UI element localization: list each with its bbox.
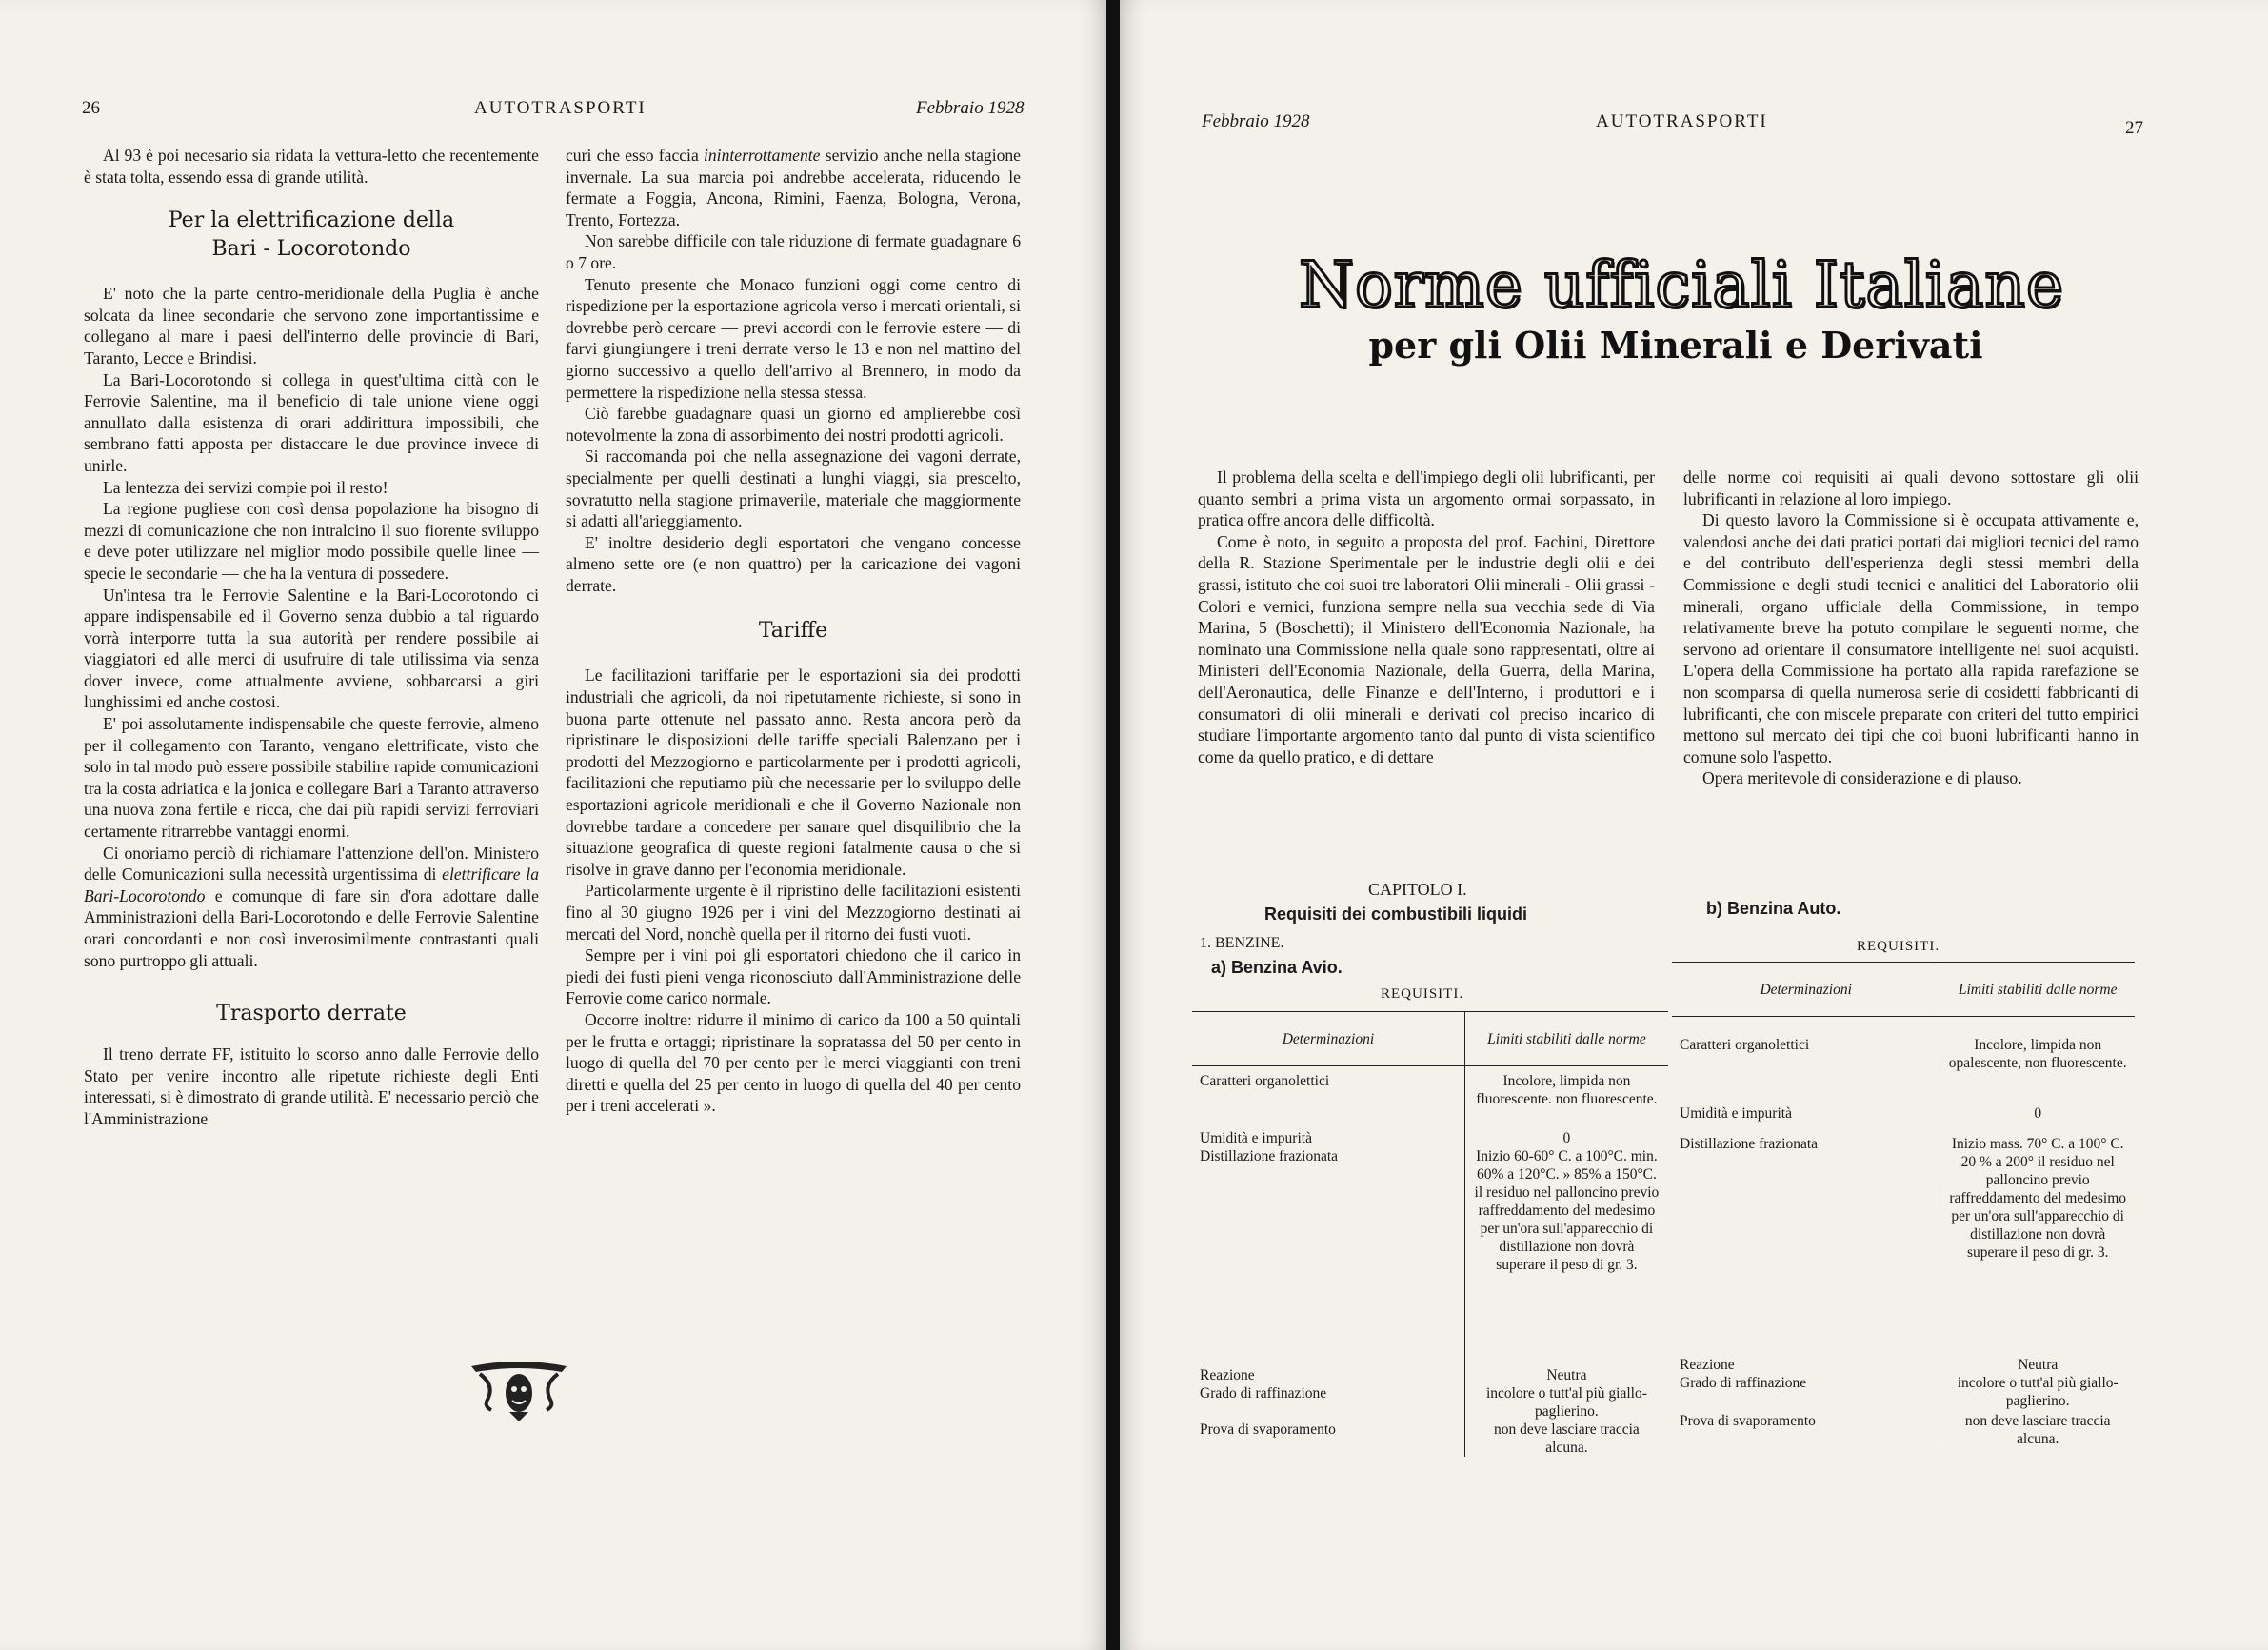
table-row: [1192, 1129, 1668, 1147]
table-row: [1672, 1374, 2135, 1412]
paragraph: Il problema della scelta e dell'impiego degli olii lubrificanti, per quanto sembri a prima vista un argomento ormai sorpassato, in pratica offre ancora delle difficoltà.: [1198, 467, 1655, 530]
table-cell: Neutra: [1940, 1356, 2135, 1374]
table-cell: non deve lasciare traccia alcuna.: [1464, 1421, 1668, 1457]
paragraph: Occorre inoltre: ridurre il minimo di carico da 100 a 50 quintali per le frutta e ortaggi; ripristinare la sopratassa del 50 per cento in luogo di quella del 70 per cento per le merci viaggianti con treni diretti e quella del 25 per cento in luogo di quella del 40 per cento per i treni accelerati ».: [566, 1009, 1021, 1116]
chapter-title: Requisiti dei combustibili liquidi: [1264, 905, 1528, 924]
section-heading: Tariffe: [758, 619, 828, 644]
text-run: servizio anche nella stagione invernale. La sua marcia poi andrebbe accelerata, riducendo le fermate a Foggia, Ancona, Rimini, Faenza, Bologna, Verona, Trento, Fortezza.: [566, 146, 1021, 229]
table-cell: Grado di raffinazione: [1200, 1385, 1327, 1402]
table-cell: Inizio mass. 70° C. a 100° C. 20 % a 200° il residuo nel palloncino previo raffreddamento del medesimo per un'ora sull'apparecchio di distillazione non dovrà superare il peso di gr. 3.: [1940, 1135, 2135, 1356]
paragraph: Sempre per i vini poi gli esportatori chiedono che il carico in piedi dei fusti pieni venga riconosciuto dall'Amministrazione delle Ferrovie come carico normale.: [566, 945, 1021, 1008]
table-b-label: b) Benzina Auto.: [1706, 899, 1841, 918]
section-heading: [84, 207, 539, 264]
paragraph: Si raccomanda poi che nella assegnazione dei vagoni derrate, specialmente per quelli destinati a lunghi viaggi, sia prescelto, sovratutto nella stagione primaverile, materiale che maggiormente si adatti all'arieggiamento.: [566, 447, 1021, 531]
table-cell: Umidità e impurità: [1680, 1105, 1792, 1122]
paragraph: E' poi assolutamente indispensabile che queste ferrovie, almeno per il collegamento con Taranto, vengano elettrificate, visto che solo in tal modo può essere possibile stabilire rapide comunicazioni tra la costa adriatica e la jonica e collegare Bari a Taranto attraverso una nuova zona fertile e ricca, che dai più rapidi servizi ferroviari certamente ritrarrebbe vantaggi enormi.: [84, 714, 539, 842]
table-header-row: [1672, 963, 2135, 1017]
book-gutter: [1106, 0, 1120, 1650]
text-run: e comunque di fare sin d'ora adottare dalle Amministrazioni della Bari-Locorotondo e delle Ferrovie Salentine orari concordanti e non così inverosimilmente contrastanti quali sono purtroppo gli attuali.: [84, 885, 539, 970]
table-cell: Reazione: [1680, 1357, 1735, 1373]
table-cell: Prova di svaporamento: [1680, 1413, 1816, 1429]
text-run: curi che esso faccia: [566, 146, 704, 165]
article-column-2: [566, 145, 1021, 1117]
article-subtitle: per gli Olii Minerali e Derivati: [1368, 324, 1983, 367]
table-row: [1192, 1147, 1668, 1366]
running-head: AUTOTRASPORTI: [474, 98, 647, 118]
table-row: [1672, 1104, 2135, 1135]
table-row: [1672, 1412, 2135, 1448]
table-row: [1672, 1356, 2135, 1374]
article-title: Norme ufficiali Italiane: [1299, 248, 2064, 322]
requirements-table-a: [1192, 1011, 1668, 1457]
table-cell: Distillazione frazionata: [1680, 1136, 1819, 1152]
table-row: [1192, 1421, 1668, 1457]
paragraph: Opera meritevole di considerazione e di plauso.: [1702, 768, 2022, 788]
paragraph: Al 93 è poi necesario sia ridata la vettura-letto che recentemente è stata tolta, essendo essa di grande utilità.: [84, 146, 539, 187]
paragraph: Tenuto presente che Monaco funzioni oggi come centro di rispedizione per la esportazione agricola verso i mercati orientali, si dovrebbe però cercare — previ accordi con le ferrovie estere — di farvi giungiungere i treni derrate verso le 13 e non nel mattino del giorno successivo a quello dell'arrivo al Brennero, in modo da permettere la rispedizione nella stessa stessa.: [566, 274, 1021, 402]
table-header-row: [1192, 1012, 1668, 1066]
table-cell: Umidità e impurità: [1200, 1130, 1312, 1146]
table-a-label: a) Benzina Avio.: [1211, 958, 1343, 977]
paragraph: La Bari-Locorotondo si collega in quest'ultima città con le Ferrovie Salentine, ma il beneficio di tale unione viene oggi annullato dalla esistenza di orari addirittura impossibili, che sembrano fatti apposta per distaccare le due province invece di unirle.: [84, 369, 539, 475]
table-cell: Caratteri organolettici: [1680, 1037, 1810, 1053]
table-cell: Neutra: [1464, 1366, 1668, 1384]
issue-date: Febbraio 1928: [916, 98, 1025, 118]
italic-text: elettrificare la Bari-Locorotondo: [84, 865, 539, 905]
paragraph: Particolarmente urgente è il ripristino delle facilitazioni esistenti fino al 30 giugno 1926 per i vini del Mezzogiorno destinati ai mercati del Nord, nonchè quella per il ritorno dei fusti vuoti.: [566, 881, 1021, 944]
issue-date: Febbraio 1928: [1202, 111, 1310, 131]
decorative-ornament-icon: [467, 1357, 571, 1423]
table-a-caption: REQUISITI.: [1381, 986, 1464, 1002]
italic-text: ininterrottamente: [704, 146, 821, 165]
table-b-caption: REQUISITI.: [1857, 939, 1940, 954]
running-head: AUTOTRASPORTI: [1596, 111, 1768, 131]
table-cell: non deve lasciare traccia alcuna.: [1940, 1412, 2135, 1448]
section-label: 1. BENZINE.: [1200, 935, 1284, 951]
paragraph: [84, 843, 539, 972]
requirements-table-b: [1672, 962, 2135, 1448]
table-cell: Reazione: [1200, 1367, 1255, 1383]
chapter-number: CAPITOLO I.: [1368, 880, 1467, 899]
table-row: [1672, 1135, 2135, 1356]
table-row: [1672, 1017, 2135, 1105]
paragraph: La regione pugliese con così densa popolazione ha bisogno di mezzi di comunicazione che non intralcino il suo fiorente sviluppo e deve poter utilizzare nel miglior modo possibile quelle linee — specie le secondarie — che ha la ventura di possedere.: [84, 499, 539, 583]
paragraph: Non sarebbe difficile con tale riduzione di fermate guadagnare 6 o 7 ore.: [566, 231, 1021, 272]
article-column-1: [84, 145, 539, 1130]
paragraph: Di questo lavoro la Commissione si è occupata attivamente e, valendosi anche dei dati pratici portati dai migliori tecnici del ramo e del contributo dell'esperienza degli stessi membri della Commissione e degli studi tecnici e analitici del Laboratorio olii minerali, organo ufficiale della Commissione, in tempo relativamente breve ha potuto compilare le seguenti norme, che servono ad orientare il consumatore intelligente nei suoi acquisti. L'opera della Commissione ha portato alla rapida rarefazione se non scomparsa di quella numerosa serie di cosidetti fabbricanti di lubrificanti, che con miscele preparate con criteri del tutto empirici mettono sul mercato dei tipi che coi buoni lubrificanti hanno in comune solo l'aspetto.: [1683, 510, 2139, 766]
article-column-1: [1198, 467, 1655, 767]
heading-line: Bari - Locorotondo: [211, 237, 411, 262]
paragraph: Ciò farebbe guadagnare quasi un giorno ed amplierebbe così notevolmente la zona di assorbimento dei nostri prodotti agricoli.: [566, 404, 1021, 445]
paragraph: E' inoltre desiderio degli esportatori che vengano concesse almeno sette ore (e non quattro) per la caricazione dei vagoni derrate.: [566, 532, 1021, 595]
table-cell: Prova di svaporamento: [1200, 1421, 1336, 1438]
paragraph: Le facilitazioni tariffarie per le esportazioni sia dei prodotti industriali che agricoli, da noi ripetutamente richieste, si sono in buona parte ottenute nel passato anno. Resta ancora però da ripristinare le disposizioni delle tariffe speciali Balenzano per i prodotti del Mezzogiorno e particolarmente per i prodotti agricoli, facilitazioni che reputiamo più che necessarie per lo sviluppo delle esportazioni agricole meridionali e che il Governo Nazionale non dovrebbe tardare a concedere per sanare quel disquilibrio che la situazione geografica di queste regioni fatalmente causa o che si risolve in grave danno per l'economia meridionale.: [566, 666, 1021, 879]
table-header: Limiti stabiliti dalle norme: [1464, 1012, 1668, 1066]
paragraph: E' noto che la parte centro-meridionale della Puglia è anche solcata da linee secondarie che servono zone importantissime e collegano al mare i paesi dell'interno delle provincie di Bari, Taranto, Lecce e Brindisi.: [84, 284, 539, 368]
paragraph: [566, 145, 1021, 230]
paragraph: La lentezza dei servizi compie poi il resto!: [103, 477, 388, 497]
page-number: 27: [2125, 118, 2143, 138]
table-row: [1192, 1384, 1668, 1421]
table-header: Limiti stabiliti dalle norme: [1940, 963, 2135, 1017]
paragraph: Il treno derrate FF, istituito lo scorso anno dalle Ferrovie dello Stato per venire incontro alle ripetute richieste degli Enti interessati, si è dimostrato di grande utilità. E' necessario perciò che l'Amministrazione: [84, 1044, 539, 1128]
table-cell: incolore o tutt'al più giallo-paglierino.: [1464, 1384, 1668, 1421]
table-cell: 0: [1940, 1104, 2135, 1135]
table-cell: Incolore, limpida non opalescente, non fluorescente.: [1940, 1017, 2135, 1105]
text-run: Ci onoriamo perciò di richiamare l'attenzione dell'on. Ministero delle Comunicazioni sulla necessità urgentissima di: [84, 843, 539, 885]
paragraph: Un'intesa tra le Ferrovie Salentine e la Bari-Locorotondo ci appare indispensabile ed il Governo senza dubbio a tal riguardo vorrà interporre tutta la sua autorità per rendere possibile ai viaggiatori ed alle merci di usufruire di tale utilissima via senza dover invece, come attualmente avviene, sobbarcarsi a giri lunghissimi ed anche costosi.: [84, 585, 539, 712]
table-cell: 0: [1464, 1129, 1668, 1147]
table-cell: Grado di raffinazione: [1680, 1375, 1807, 1391]
table-cell: Distillazione frazionata: [1200, 1148, 1339, 1164]
table-header: Determinazioni: [1672, 963, 1940, 1017]
page-number: 26: [82, 98, 100, 118]
table-row: [1192, 1366, 1668, 1384]
section-heading: Trasporto derrate: [216, 1002, 407, 1026]
table-cell: incolore o tutt'al più giallo-paglierino.: [1940, 1374, 2135, 1412]
article-column-2: [1683, 467, 2139, 789]
table-cell: Incolore, limpida non fluorescente. non fluorescente.: [1464, 1066, 1668, 1130]
heading-line: Per la elettrificazione della: [168, 209, 455, 233]
table-header: Determinazioni: [1192, 1012, 1464, 1066]
paragraph: delle norme coi requisiti ai quali devono sottostare gli olii lubrificanti in relazione al loro impiego.: [1683, 467, 2139, 508]
table-row: [1192, 1066, 1668, 1130]
table-cell: Inizio 60-60° C. a 100°C. min. 60% a 120°C. » 85% a 150°C. il residuo nel palloncino previo raffreddamento del medesimo per un'ora sull'apparecchio di distillazione non dovrà superare il peso di gr. 3.: [1464, 1147, 1668, 1366]
table-cell: Caratteri organolettici: [1200, 1073, 1330, 1089]
paragraph: Come è noto, in seguito a proposta del prof. Fachini, Direttore della R. Stazione Sperimentale per le industrie degli olii e dei grassi, istituto che coi suoi tre laboratori Olii minerali - Olii grassi - Colori e vernici, funziona sempre nella sua vecchia sede di Via Marina, 5 (Boschetti); il Ministero dell'Economia Nazionale, ha nominato una Commissione nella quale sono rappresentati, oltre ai Ministeri dell'Economia Nazionale, della Guerra, della Marina, dell'Aeronautica, delle Finanze e dell'Interno, i produttori e i consumatori di olii minerali e derivati col preciso incarico di studiare l'importante argomento tanto dal punto di vista scientifico come da quello pratico, e di dettare: [1198, 531, 1655, 766]
